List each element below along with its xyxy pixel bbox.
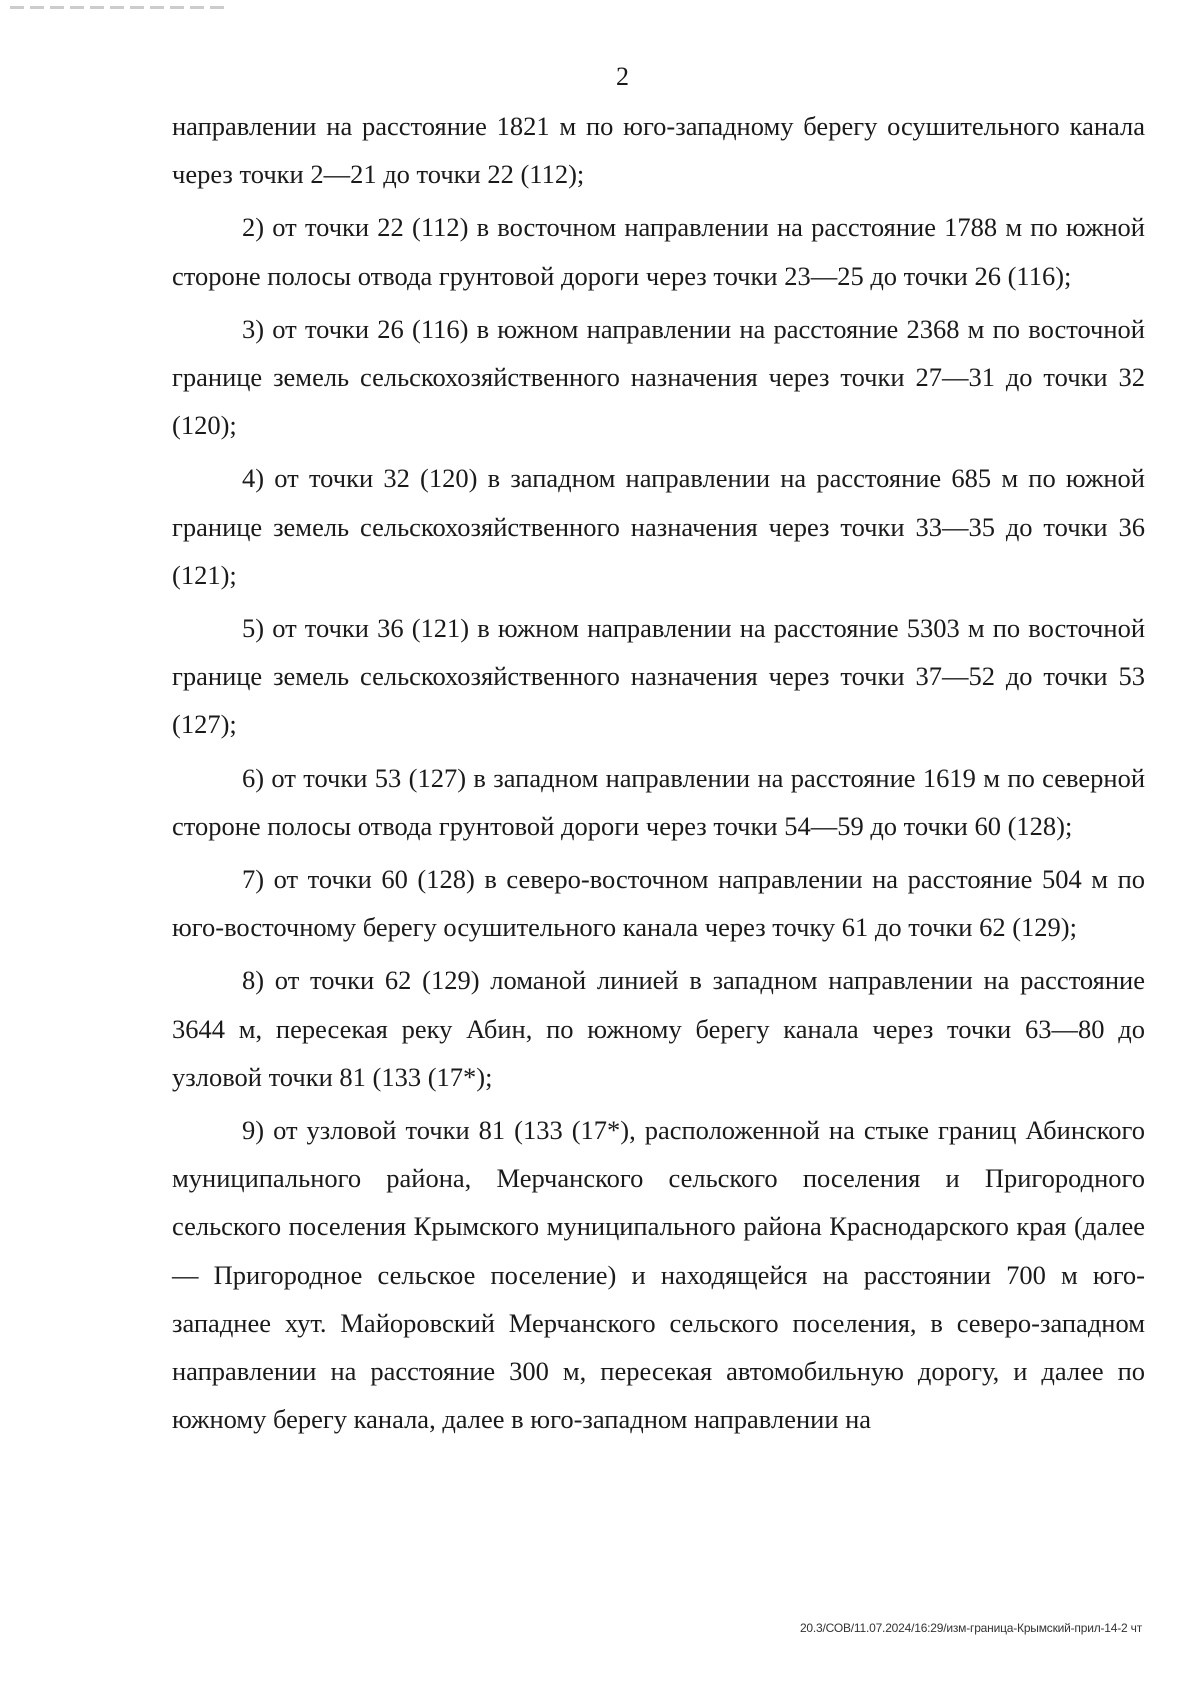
paragraph-item-2: 2) от точки 22 (112) в восточном направлении на расстояние 1788 м по южной стороне полосы отвода грунтовой дороги через точки 23—25 до точки 26 (116);: [172, 212, 1145, 291]
paragraph-item-3: 3) от точки 26 (116) в южном направлении на расстояние 2368 м по восточной границе земель сельскохозяйственного назначения через точки 27—31 до точки 32 (120);: [172, 313, 1145, 441]
page-number: 2: [616, 62, 629, 91]
document-body: [172, 102, 1145, 1448]
paragraph-item-5: 5) от точки 36 (121) в южном направлении на расстояние 5303 м по восточной границе земель сельскохозяйственного назначения через точки 37—52 до точки 53 (127);: [172, 613, 1145, 740]
paragraph-item-8: 8) от точки 62 (129) ломаной линией в западном направлении на расстояние 3644 м, пересекая реку Абин, по южному берегу канала через точки 63—80 до узловой точки 81 (133 (17*);: [172, 965, 1145, 1092]
paragraph-item-4: 4) от точки 32 (120) в западном направлении на расстояние 685 м по южной границе земель сельскохозяйственного назначения через точки 33—35 до точки 36 (121);: [172, 463, 1145, 590]
paragraph-continuation: направлении на расстояние 1821 м по юго-западному берегу осушительного канала через точки 2—21 до точки 22 (112);: [172, 111, 1145, 190]
paragraph-item-6: 6) от точки 53 (127) в западном направлении на расстояние 1619 м по северной стороне полосы отвода грунтовой дороги через точки 54—59 до точки 60 (128);: [172, 762, 1145, 841]
scan-artifact: [10, 6, 230, 9]
paragraph-item-7: 7) от точки 60 (128) в северо-восточном направлении на расстояние 504 м по юго-восточному берегу осушительного канала через точку 61 до точки 62 (129);: [172, 864, 1145, 943]
document-footer-code: 20.3/СОВ/11.07.2024/16:29/изм-граница-Крымский-прил-14-2 чт: [799, 1621, 1142, 1635]
paragraph-item-9: 9) от узловой точки 81 (133 (17*), расположенной на стыке границ Абинского муниципального района, Мерчанского сельского поселения и Пригородного сельского поселения Крымского муниципального района Краснодарского края (далее — Пригородное сельское поселение) и находящейся на расстоянии 700 м юго-западнее хут. Майоровский Мерчанского сельского поселения, в северо-западном направлении на расстояние 300 м, пересекая автомобильную дорогу, и далее по южному берегу канала, далее в юго-западном направлении на: [172, 1115, 1145, 1435]
